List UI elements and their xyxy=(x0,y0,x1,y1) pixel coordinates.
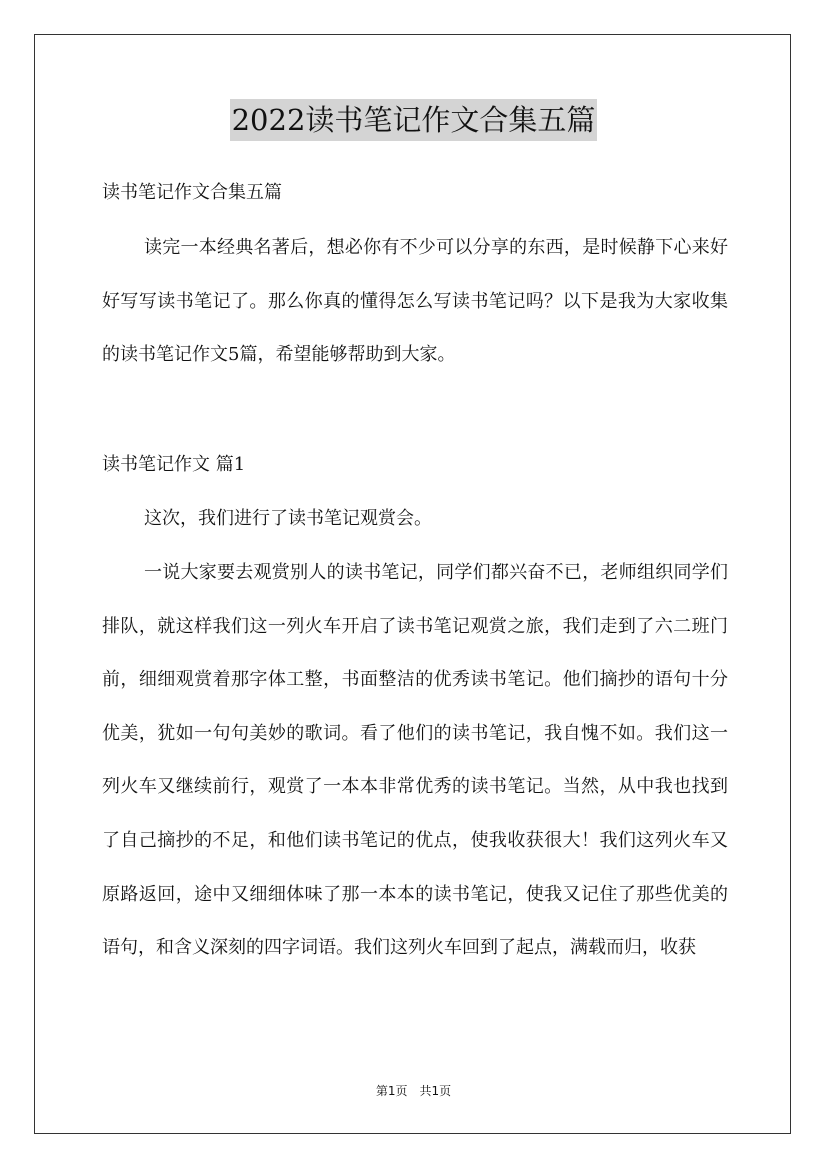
intro-paragraph: 读完一本经典名著后，想必你有不少可以分享的东西，是时候静下心来好好写写读书笔记了。那么你真的懂得怎么写读书笔记吗？以下是我为大家收集的读书笔记作文5篇，希望能够帮助到大家。 xyxy=(102,237,728,366)
document-subtitle: 读书笔记作文合集五篇 xyxy=(102,182,282,203)
page-footer: 第1页 共1页 xyxy=(375,1084,452,1098)
section-heading: 读书笔记作文 篇1 xyxy=(102,454,246,475)
section-paragraph-2: 一说大家要去观赏别人的读书笔记，同学们都兴奋不已，老师组织同学们排队，就这样我们这一列火车开启了读书笔记观赏之旅，我们走到了六二班门前，细细观赏着那字体工整，书面整洁的优秀读书笔记。他们摘抄的语句十分优美，犹如一句句美妙的歌词。看了他们的读书笔记，我自愧不如。我们这一列火车又继续前行，观赏了一本本非常优秀的读书笔记。当然，从中我也找到了自己摘抄的不足，和他们读书笔记的优点，使我收获很大！我们这列火车又原路返回，途中又细细体味了那一本本的读书笔记，使我又记住了那些优美的语句，和含义深刻的四字词语。我们这列火车回到了起点，满载而归，收获 xyxy=(102,562,728,959)
title-container xyxy=(0,99,827,141)
document-title: 2022读书笔记作文合集五篇 xyxy=(230,99,598,141)
section-paragraph-1: 这次，我们进行了读书笔记观赏会。 xyxy=(144,508,432,529)
